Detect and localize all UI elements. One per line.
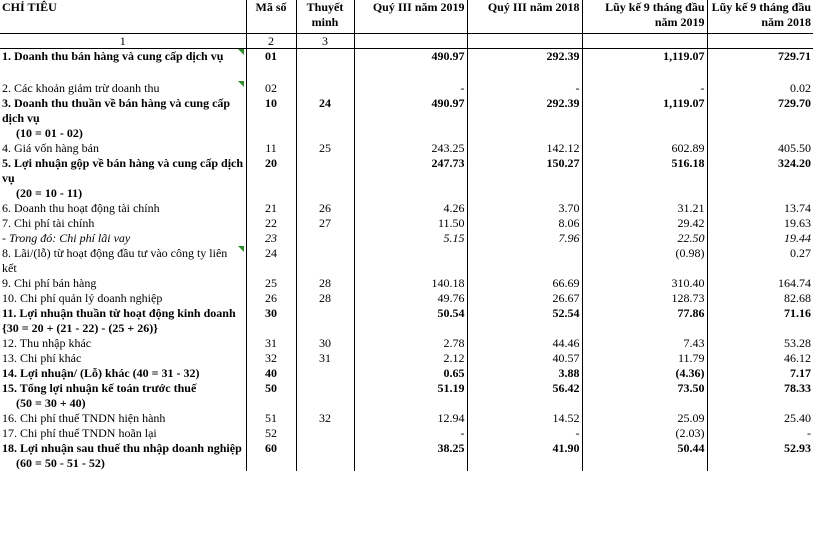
value-ytd-2019: 29.42 <box>582 216 707 231</box>
row-label-line: 13. Chi phí khác <box>2 351 82 365</box>
table-row <box>0 366 813 381</box>
row-label-line: 15. Tổng lợi nhuận kế toán trước thuế <box>2 381 197 395</box>
column-index <box>707 34 813 49</box>
row-label <box>0 426 246 441</box>
row-code: 26 <box>246 291 296 306</box>
value-ytd-2018: 405.50 <box>707 141 813 156</box>
value-ytd-2018: 729.71 <box>707 49 813 82</box>
row-label-line: 2. Các khoản giảm trừ doanh thu <box>2 81 160 95</box>
row-code: 02 <box>246 81 296 96</box>
row-code: 21 <box>246 201 296 216</box>
value-q3-2018: 142.12 <box>467 141 582 156</box>
row-label <box>0 381 246 411</box>
row-note <box>296 426 354 441</box>
value-ytd-2018: 729.70 <box>707 96 813 141</box>
value-q3-2019: 5.15 <box>354 231 467 246</box>
value-ytd-2019: 77.86 <box>582 306 707 336</box>
value-ytd-2019: 1,119.07 <box>582 49 707 82</box>
header-row <box>0 0 813 34</box>
value-ytd-2018: 78.33 <box>707 381 813 411</box>
column-index <box>582 34 707 49</box>
table-row <box>0 336 813 351</box>
row-note: 28 <box>296 291 354 306</box>
value-q3-2018: 26.67 <box>467 291 582 306</box>
value-ytd-2019: 25.09 <box>582 411 707 426</box>
value-ytd-2018: 25.40 <box>707 411 813 426</box>
value-q3-2019: 247.73 <box>354 156 467 201</box>
row-label-line: 3. Doanh thu thuần về bán hàng và cung cấp dịch vụ <box>2 96 231 125</box>
header-ytd-2019: Lũy kế 9 tháng đầu năm 2019 <box>582 0 707 34</box>
row-note <box>296 81 354 96</box>
value-ytd-2019: - <box>582 81 707 96</box>
row-label-line: 4. Giá vốn hàng bán <box>2 141 99 155</box>
value-ytd-2018: - <box>707 426 813 441</box>
value-ytd-2019: 50.44 <box>582 441 707 471</box>
row-note <box>296 231 354 246</box>
row-label <box>0 441 246 471</box>
value-q3-2019: 490.97 <box>354 96 467 141</box>
row-label <box>0 366 246 381</box>
value-q3-2018: 56.42 <box>467 381 582 411</box>
row-label-line: 6. Doanh thu hoạt động tài chính <box>2 201 160 215</box>
row-label-line: 17. Chi phí thuế TNDN hoãn lại <box>2 426 157 440</box>
row-label <box>0 156 246 201</box>
row-label-line: (10 = 01 - 02) <box>16 126 83 140</box>
value-ytd-2019: 22.50 <box>582 231 707 246</box>
row-label-line: 18. Lợi nhuận sau thuế thu nhập doanh nghiệp <box>2 441 242 455</box>
value-q3-2019: 140.18 <box>354 276 467 291</box>
value-q3-2018: 66.69 <box>467 276 582 291</box>
value-q3-2018: - <box>467 81 582 96</box>
row-note: 28 <box>296 276 354 291</box>
column-index <box>467 34 582 49</box>
column-index <box>354 34 467 49</box>
row-label-line: 1. Doanh thu bán hàng và cung cấp dịch vụ <box>2 49 224 63</box>
row-label <box>0 141 246 156</box>
row-label <box>0 216 246 231</box>
value-ytd-2019: (0.98) <box>582 246 707 276</box>
row-label <box>0 81 246 96</box>
value-q3-2019: 49.76 <box>354 291 467 306</box>
row-label-line: 8. Lãi/(lỗ) từ hoạt động đầu tư vào công ty liên kết <box>2 246 228 275</box>
row-note: 32 <box>296 411 354 426</box>
comment-flag-icon <box>238 49 244 55</box>
row-label <box>0 306 246 336</box>
value-ytd-2019: 516.18 <box>582 156 707 201</box>
table-row <box>0 246 813 276</box>
value-ytd-2019: (4.36) <box>582 366 707 381</box>
column-index: 3 <box>296 34 354 49</box>
value-q3-2019: 0.65 <box>354 366 467 381</box>
header-ytd-2018: Lũy kế 9 tháng đầu năm 2018 <box>707 0 813 34</box>
header-note: Thuyết minh <box>296 0 354 34</box>
column-index: 2 <box>246 34 296 49</box>
value-q3-2018: - <box>467 426 582 441</box>
row-note: 25 <box>296 141 354 156</box>
row-code: 31 <box>246 336 296 351</box>
value-ytd-2019: (2.03) <box>582 426 707 441</box>
table-body <box>0 49 813 472</box>
value-q3-2018: 3.70 <box>467 201 582 216</box>
header-q3-2019: Quý III năm 2019 <box>354 0 467 34</box>
row-code: 24 <box>246 246 296 276</box>
row-label <box>0 336 246 351</box>
value-ytd-2018: 53.28 <box>707 336 813 351</box>
value-q3-2019: 50.54 <box>354 306 467 336</box>
value-ytd-2018: 19.63 <box>707 216 813 231</box>
row-note: 30 <box>296 336 354 351</box>
value-q3-2018: 40.57 <box>467 351 582 366</box>
value-ytd-2018: 52.93 <box>707 441 813 471</box>
row-code: 30 <box>246 306 296 336</box>
row-label <box>0 291 246 306</box>
value-q3-2019: 38.25 <box>354 441 467 471</box>
column-index: 1 <box>0 34 246 49</box>
value-ytd-2018: 0.02 <box>707 81 813 96</box>
value-ytd-2019: 11.79 <box>582 351 707 366</box>
value-ytd-2018: 13.74 <box>707 201 813 216</box>
value-q3-2019: 2.12 <box>354 351 467 366</box>
row-note: 24 <box>296 96 354 141</box>
table-row <box>0 381 813 411</box>
header-q3-2018: Quý III năm 2018 <box>467 0 582 34</box>
table-row <box>0 441 813 471</box>
value-q3-2018: 3.88 <box>467 366 582 381</box>
row-label-line: 12. Thu nhập khác <box>2 336 92 350</box>
row-note <box>296 246 354 276</box>
value-q3-2019: 4.26 <box>354 201 467 216</box>
table-row <box>0 351 813 366</box>
table-row <box>0 291 813 306</box>
row-label-line: 7. Chi phí tài chính <box>2 216 95 230</box>
value-q3-2019 <box>354 246 467 276</box>
value-q3-2018: 52.54 <box>467 306 582 336</box>
row-code: 10 <box>246 96 296 141</box>
value-ytd-2018: 0.27 <box>707 246 813 276</box>
row-label-line: 10. Chi phí quản lý doanh nghiệp <box>2 291 163 305</box>
row-code: 23 <box>246 231 296 246</box>
value-q3-2018: 7.96 <box>467 231 582 246</box>
value-ytd-2018: 324.20 <box>707 156 813 201</box>
row-note <box>296 366 354 381</box>
value-q3-2019: 12.94 <box>354 411 467 426</box>
row-label-line: 16. Chi phí thuế TNDN hiện hành <box>2 411 166 425</box>
value-q3-2018: 44.46 <box>467 336 582 351</box>
row-label <box>0 201 246 216</box>
value-ytd-2019: 31.21 <box>582 201 707 216</box>
table-row <box>0 306 813 336</box>
row-label <box>0 96 246 141</box>
row-code: 40 <box>246 366 296 381</box>
table-row <box>0 156 813 201</box>
header-code: Mã số <box>246 0 296 34</box>
row-label <box>0 246 246 276</box>
row-label-line: - Trong đó: Chi phí lãi vay <box>2 231 131 245</box>
value-ytd-2019: 310.40 <box>582 276 707 291</box>
row-note: 27 <box>296 216 354 231</box>
value-q3-2018: 150.27 <box>467 156 582 201</box>
row-note: 26 <box>296 201 354 216</box>
value-ytd-2019: 73.50 <box>582 381 707 411</box>
row-note: 31 <box>296 351 354 366</box>
row-note <box>296 49 354 82</box>
row-spacer <box>2 64 244 81</box>
value-q3-2019: 490.97 <box>354 49 467 82</box>
row-label-line: (60 = 50 - 51 - 52) <box>16 456 105 470</box>
table-row <box>0 201 813 216</box>
value-ytd-2019: 128.73 <box>582 291 707 306</box>
row-label <box>0 231 246 246</box>
table-row <box>0 276 813 291</box>
row-code: 01 <box>246 49 296 82</box>
row-code: 50 <box>246 381 296 411</box>
row-label-line: (50 = 30 + 40) <box>16 396 86 410</box>
value-ytd-2018: 46.12 <box>707 351 813 366</box>
table-row <box>0 49 813 82</box>
row-code: 51 <box>246 411 296 426</box>
value-q3-2019: 2.78 <box>354 336 467 351</box>
row-note <box>296 156 354 201</box>
value-q3-2018: 292.39 <box>467 49 582 82</box>
table-row <box>0 81 813 96</box>
value-ytd-2018: 7.17 <box>707 366 813 381</box>
row-label-line: 11. Lợi nhuận thuần từ hoạt động kinh doanh {30 = 20 + (21 - 22) - (25 + 26)} <box>2 306 236 335</box>
value-q3-2018: 8.06 <box>467 216 582 231</box>
table-row <box>0 231 813 246</box>
header-name: CHỈ TIÊU <box>0 0 246 34</box>
value-ytd-2018: 19.44 <box>707 231 813 246</box>
value-ytd-2019: 1,119.07 <box>582 96 707 141</box>
value-ytd-2019: 602.89 <box>582 141 707 156</box>
table-row <box>0 96 813 141</box>
value-ytd-2018: 82.68 <box>707 291 813 306</box>
row-code: 20 <box>246 156 296 201</box>
column-index-row <box>0 34 813 49</box>
row-note <box>296 441 354 471</box>
row-code: 11 <box>246 141 296 156</box>
table-row <box>0 216 813 231</box>
row-code: 60 <box>246 441 296 471</box>
comment-flag-icon <box>238 246 244 252</box>
row-code: 22 <box>246 216 296 231</box>
table-row <box>0 426 813 441</box>
value-q3-2018 <box>467 246 582 276</box>
row-label-line: 14. Lợi nhuận/ (Lỗ) khác (40 = 31 - 32) <box>2 366 200 380</box>
row-code: 52 <box>246 426 296 441</box>
table-row <box>0 411 813 426</box>
row-label <box>0 49 246 82</box>
row-label-line: (20 = 10 - 11) <box>16 186 83 200</box>
value-q3-2019: 243.25 <box>354 141 467 156</box>
row-label-line: 5. Lợi nhuận gộp về bán hàng và cung cấp dịch vụ <box>2 156 244 185</box>
value-q3-2019: - <box>354 426 467 441</box>
row-label-line: 9. Chi phí bán hàng <box>2 276 97 290</box>
value-q3-2019: - <box>354 81 467 96</box>
value-q3-2019: 11.50 <box>354 216 467 231</box>
comment-flag-icon <box>238 81 244 87</box>
value-ytd-2018: 71.16 <box>707 306 813 336</box>
value-ytd-2018: 164.74 <box>707 276 813 291</box>
value-q3-2019: 51.19 <box>354 381 467 411</box>
row-label <box>0 411 246 426</box>
value-q3-2018: 14.52 <box>467 411 582 426</box>
row-label <box>0 276 246 291</box>
row-note <box>296 381 354 411</box>
row-code: 32 <box>246 351 296 366</box>
value-q3-2018: 41.90 <box>467 441 582 471</box>
value-q3-2018: 292.39 <box>467 96 582 141</box>
table-row <box>0 141 813 156</box>
row-note <box>296 306 354 336</box>
row-code: 25 <box>246 276 296 291</box>
value-ytd-2019: 7.43 <box>582 336 707 351</box>
row-label <box>0 351 246 366</box>
